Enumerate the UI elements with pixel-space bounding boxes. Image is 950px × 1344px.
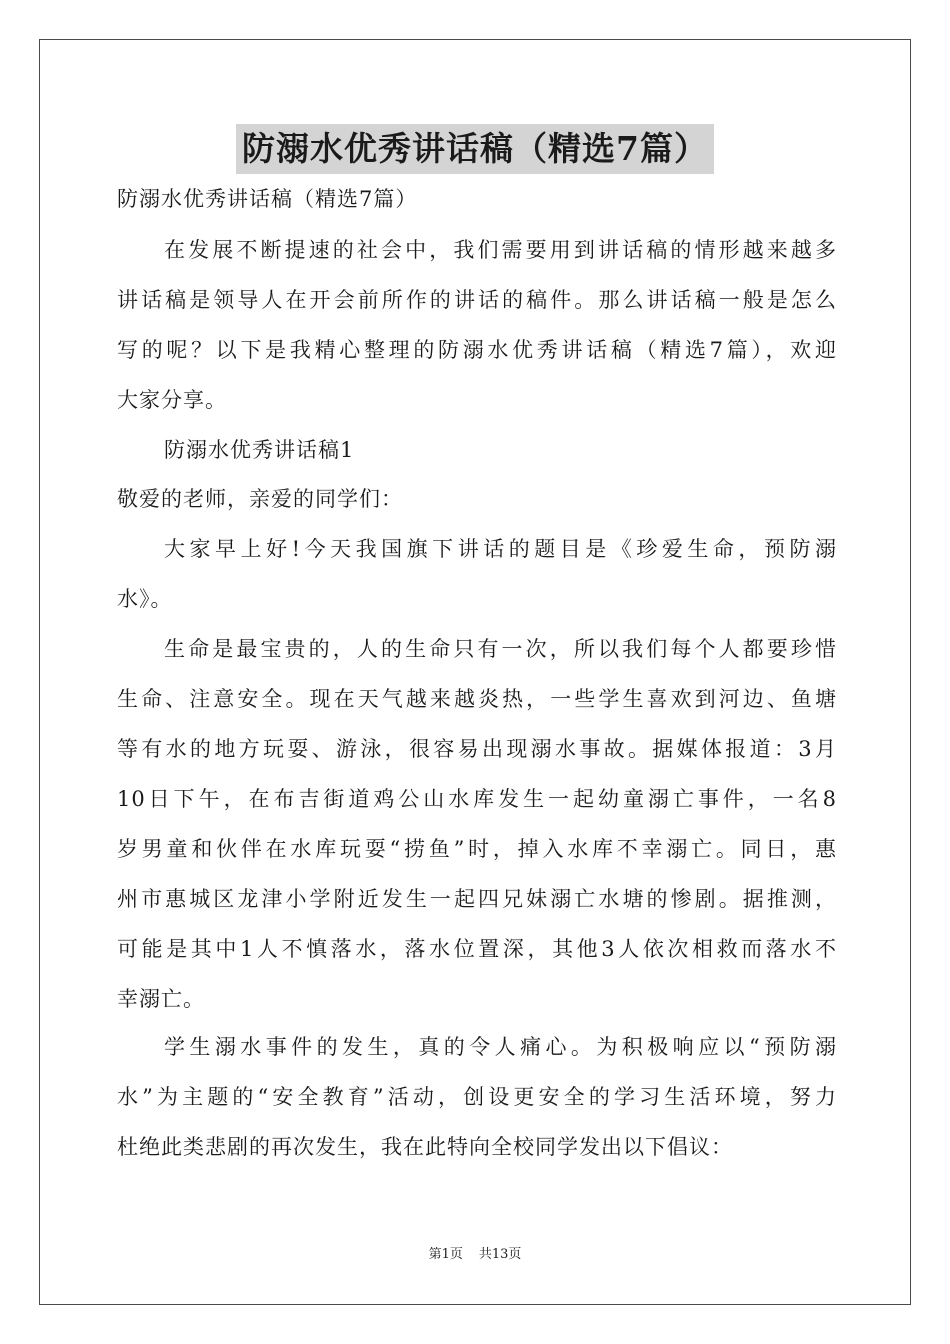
paragraph-line: 水”为主题的“安全教育”活动，创设更安全的学习生活环境，努力 bbox=[117, 1085, 837, 1109]
paragraph-line: 10日下午，在布吉街道鸡公山水库发生一起幼童溺亡事件，一名8 bbox=[117, 787, 837, 811]
section-heading: 防溺水优秀讲话稿1 bbox=[164, 438, 355, 462]
page-footer bbox=[0, 1245, 950, 1265]
paragraph-line: 等有水的地方玩耍、游泳，很容易出现溺水事故。据媒体报道：3月 bbox=[117, 737, 837, 761]
paragraph-line: 生命是最宝贵的，人的生命只有一次，所以我们每个人都要珍惜 bbox=[164, 637, 837, 661]
paragraph-line: 水》。 bbox=[117, 587, 173, 611]
paragraph-line: 大家早上好!今天我国旗下讲话的题目是《珍爱生命，预防溺 bbox=[164, 537, 837, 561]
paragraph-line: 讲话稿是领导人在开会前所作的讲话的稿件。那么讲话稿一般是怎么 bbox=[117, 288, 837, 312]
page-border bbox=[39, 39, 911, 1305]
document-title: 防溺水优秀讲话稿（精选7篇） bbox=[236, 124, 714, 174]
paragraph-line: 生命、注意安全。现在天气越来越炎热，一些学生喜欢到河边、鱼塘 bbox=[117, 687, 837, 711]
page-total: 共13页 bbox=[478, 1247, 522, 1262]
paragraph-line: 州市惠城区龙津小学附近发生一起四兄妹溺亡水塘的惨剧。据推测， bbox=[117, 887, 837, 911]
paragraph-line: 大家分享。 bbox=[117, 388, 227, 412]
subtitle-line: 防溺水优秀讲话稿（精选7篇） bbox=[117, 187, 418, 211]
paragraph-line: 在发展不断提速的社会中，我们需要用到讲话稿的情形越来越多 bbox=[164, 238, 837, 262]
paragraph-line: 岁男童和伙伴在水库玩耍“捞鱼”时，掉入水库不幸溺亡。同日，惠 bbox=[117, 837, 837, 861]
title-wrap bbox=[0, 124, 950, 174]
paragraph-line: 写的呢？以下是我精心整理的防溺水优秀讲话稿（精选7篇），欢迎 bbox=[117, 338, 837, 362]
paragraph-line: 幸溺亡。 bbox=[117, 987, 205, 1011]
paragraph-line: 可能是其中1人不慎落水，落水位置深，其他3人依次相救而落水不 bbox=[117, 937, 837, 961]
paragraph-line: 学生溺水事件的发生，真的令人痛心。为积极响应以“预防溺 bbox=[164, 1035, 837, 1059]
paragraph-line: 杜绝此类悲剧的再次发生，我在此特向全校同学发出以下倡议： bbox=[117, 1135, 733, 1159]
salutation-line: 敬爱的老师，亲爱的同学们： bbox=[117, 487, 403, 511]
page-number: 第1页 bbox=[428, 1247, 463, 1262]
